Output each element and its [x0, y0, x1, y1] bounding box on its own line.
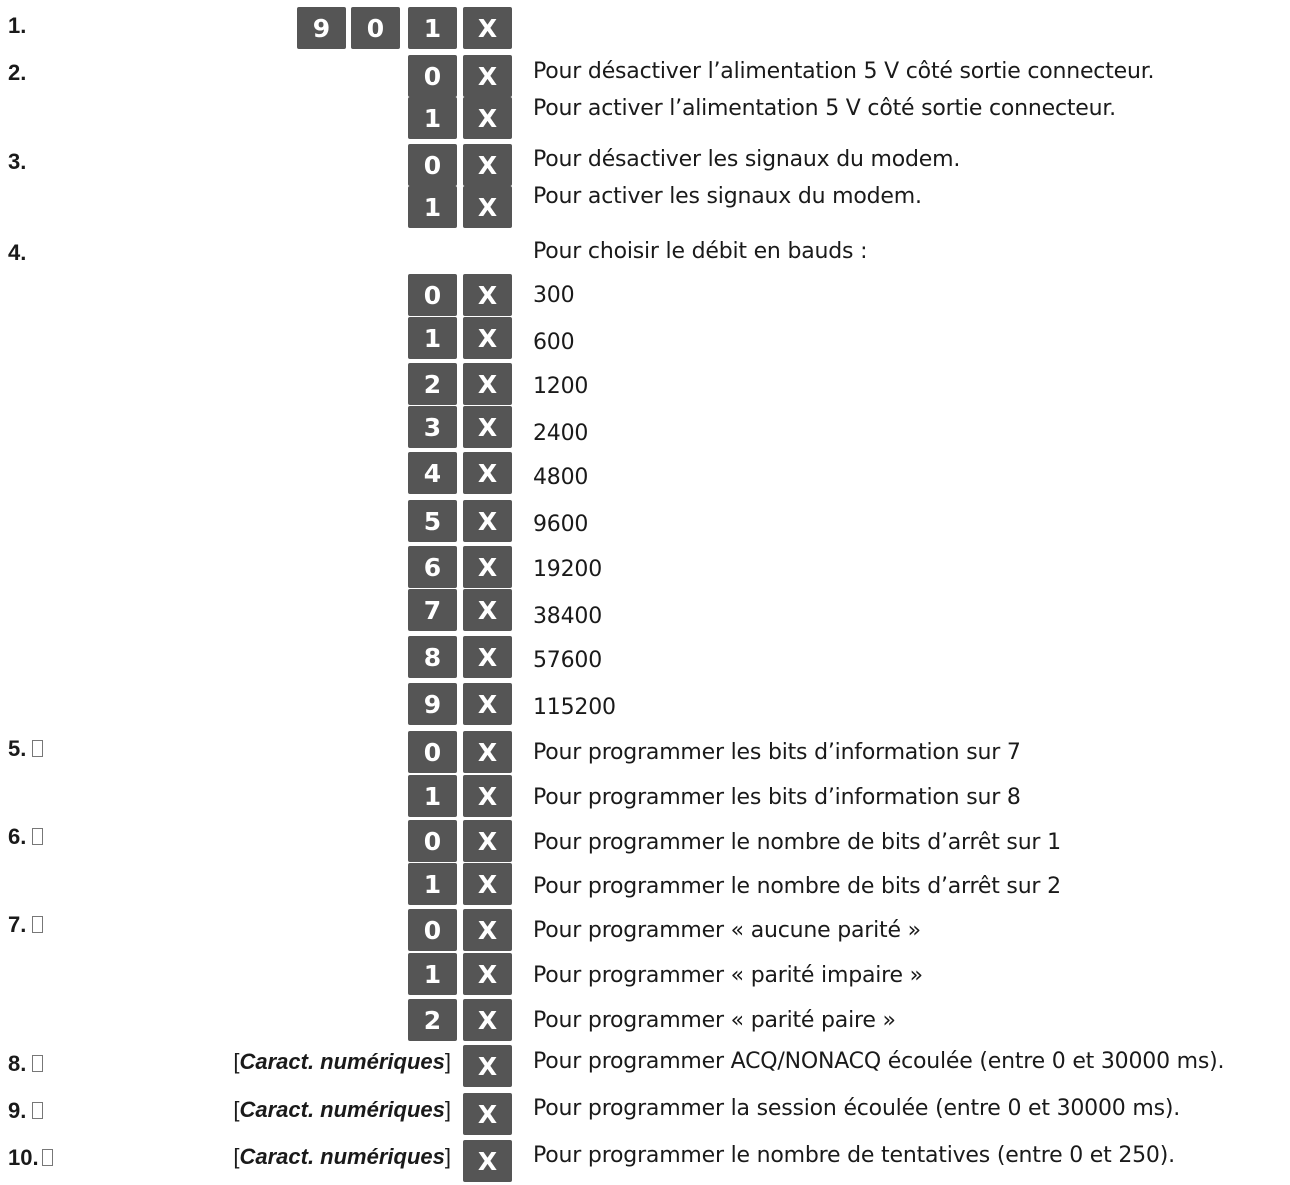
option-description: Pour programmer « parité impaire » — [533, 963, 923, 988]
confirm-key: X — [463, 683, 512, 725]
confirm-key: X — [463, 953, 512, 995]
option-description: Pour programmer les bits d’information sur 7 — [533, 740, 1021, 765]
option-key: 7 — [408, 589, 457, 631]
option-key: 1 — [408, 953, 457, 995]
confirm-key: X — [463, 1093, 512, 1135]
placeholder-box-icon — [42, 1149, 53, 1166]
baud-value: 115200 — [533, 695, 616, 720]
option-key: 0 — [408, 731, 457, 773]
option-key: 0 — [408, 144, 457, 186]
confirm-key: X — [463, 274, 512, 316]
confirm-key: X — [463, 317, 512, 359]
confirm-key: X — [463, 406, 512, 448]
option-key: 3 — [408, 406, 457, 448]
key-1: 1 — [408, 7, 457, 49]
option-key: 2 — [408, 999, 457, 1041]
option-description: Pour programmer ACQ/NONACQ écoulée (entre 0 et 30000 ms). — [533, 1049, 1225, 1074]
confirm-key: X — [463, 1045, 512, 1087]
baud-value: 2400 — [533, 421, 589, 446]
placeholder-box-icon — [32, 916, 43, 933]
step-7-number: 7. — [8, 914, 43, 936]
confirm-key: X — [463, 500, 512, 542]
placeholder-box-icon — [32, 1102, 43, 1119]
numeric-input-label: [Caract. numériques] — [233, 1049, 451, 1074]
baud-value: 4800 — [533, 465, 589, 490]
option-description: Pour désactiver les signaux du modem. — [533, 147, 961, 172]
option-description: Pour programmer le nombre de bits d’arrêt sur 2 — [533, 874, 1061, 899]
option-description: Pour programmer le nombre de tentatives (entre 0 et 250). — [533, 1143, 1175, 1168]
confirm-key: X — [463, 820, 512, 862]
option-key: 1 — [408, 97, 457, 139]
option-key: 1 — [408, 775, 457, 817]
option-description: Pour programmer la session écoulée (entre 0 et 30000 ms). — [533, 1096, 1181, 1121]
confirm-key: X — [463, 636, 512, 678]
confirm-key: X — [463, 55, 512, 97]
option-key: 1 — [408, 317, 457, 359]
confirm-key: X — [463, 775, 512, 817]
baud-value: 600 — [533, 330, 575, 355]
confirm-key: X — [463, 186, 512, 228]
placeholder-box-icon — [32, 828, 43, 845]
baud-value: 9600 — [533, 512, 589, 537]
option-description: Pour activer les signaux du modem. — [533, 184, 922, 209]
confirm-key: X — [463, 144, 512, 186]
option-key: 0 — [408, 820, 457, 862]
option-description: Pour programmer « aucune parité » — [533, 918, 921, 943]
confirm-key: X — [463, 863, 512, 905]
option-key: 2 — [408, 363, 457, 405]
option-key: 1 — [408, 186, 457, 228]
option-key: 0 — [408, 909, 457, 951]
confirm-key: X — [463, 452, 512, 494]
step-3-number: 3. — [8, 149, 27, 174]
placeholder-box-icon — [32, 740, 43, 757]
key-x: X — [463, 7, 512, 49]
confirm-key: X — [463, 909, 512, 951]
option-description: Pour programmer « parité paire » — [533, 1008, 896, 1033]
baud-value: 19200 — [533, 557, 602, 582]
confirm-key: X — [463, 363, 512, 405]
baud-value: 1200 — [533, 374, 589, 399]
option-key: 8 — [408, 636, 457, 678]
step-1-number: 1. — [8, 13, 27, 38]
confirm-key: X — [463, 589, 512, 631]
step-4-number: 4. — [8, 240, 27, 265]
key-0: 0 — [351, 7, 400, 49]
option-key: 9 — [408, 683, 457, 725]
option-key: 1 — [408, 863, 457, 905]
step-10-number: 10. — [8, 1147, 53, 1169]
option-description: Pour programmer le nombre de bits d’arrêt sur 1 — [533, 830, 1061, 855]
numeric-input-label: [Caract. numériques] — [233, 1097, 451, 1122]
baud-value: 57600 — [533, 648, 602, 673]
step-6-number: 6. — [8, 826, 43, 848]
step-2-number: 2. — [8, 60, 27, 85]
option-key: 4 — [408, 452, 457, 494]
confirm-key: X — [463, 97, 512, 139]
numeric-input-label: [Caract. numériques] — [233, 1144, 451, 1169]
option-key: 5 — [408, 500, 457, 542]
confirm-key: X — [463, 999, 512, 1041]
option-key: 6 — [408, 546, 457, 588]
option-key: 0 — [408, 55, 457, 97]
baud-value: 38400 — [533, 604, 602, 629]
option-key: 0 — [408, 274, 457, 316]
option-description: Pour programmer les bits d’information sur 8 — [533, 785, 1021, 810]
confirm-key: X — [463, 546, 512, 588]
baud-heading: Pour choisir le débit en bauds : — [533, 239, 868, 264]
step-5-number: 5. — [8, 738, 43, 760]
key-9: 9 — [297, 7, 346, 49]
confirm-key: X — [463, 1140, 512, 1182]
step-9-number: 9. — [8, 1100, 43, 1122]
baud-value: 300 — [533, 283, 575, 308]
placeholder-box-icon — [32, 1055, 43, 1072]
option-description: Pour désactiver l’alimentation 5 V côté sortie connecteur. — [533, 59, 1155, 84]
step-8-number: 8. — [8, 1053, 43, 1075]
option-description: Pour activer l’alimentation 5 V côté sortie connecteur. — [533, 96, 1116, 121]
confirm-key: X — [463, 731, 512, 773]
